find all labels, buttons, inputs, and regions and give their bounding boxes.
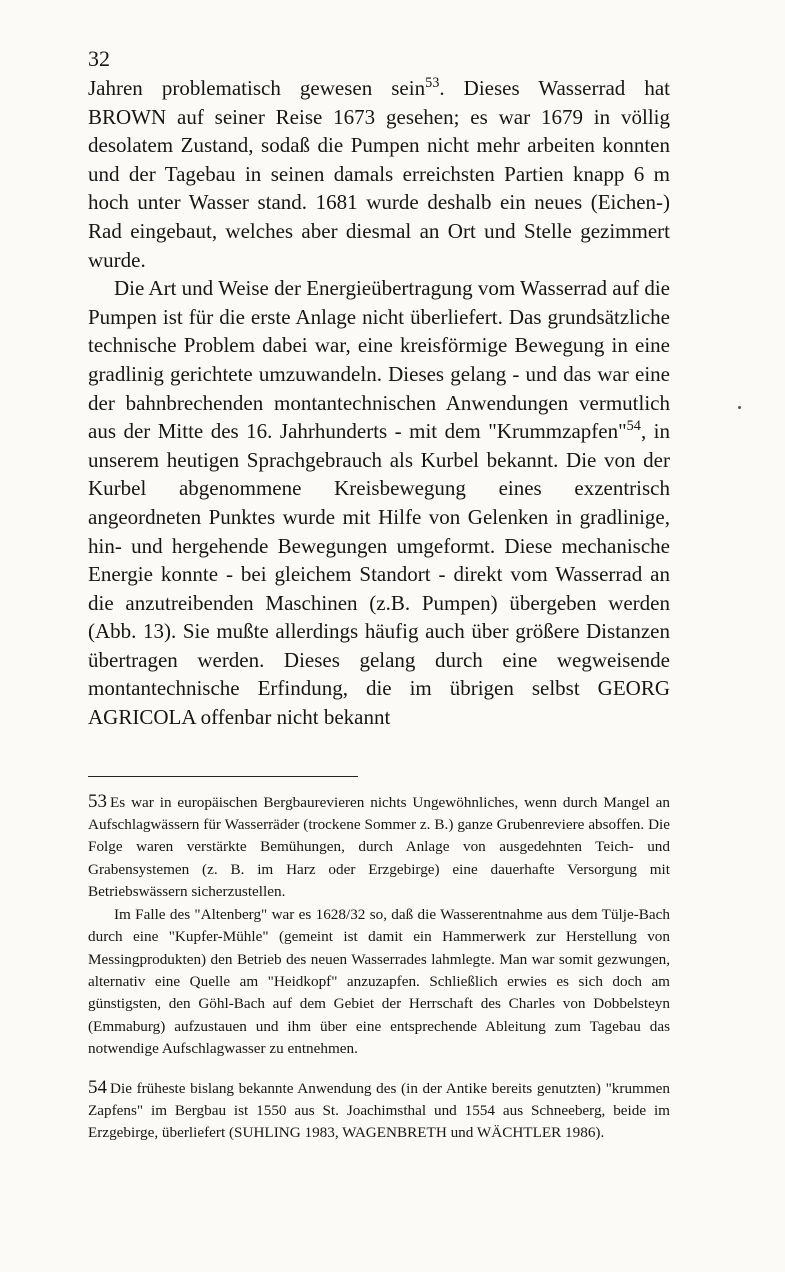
body-paragraph-1-text-b: . Dieses Wasserrad hat BROWN auf seiner Reise 1673 gesehen; es war 1679 in völlig desolatem Zustand, sodaß die Pumpen nicht mehr arbeiten konnten und der Tagebau in seinen damals erreichsten Partien knapp 6 m hoch unter Wasser stand. 1681 wurde deshalb ein neues (Eichen-) Rad eingebaut, welches aber diesmal an Ort und Stelle gezimmert wurde. [88,76,670,272]
body-paragraph-1-text-a: Jahren problematisch gewesen sein [88,76,426,100]
page-number: 32 [88,46,110,71]
footnote-53 [88,791,670,904]
footnote-ref-53: 53 [425,75,440,92]
body-paragraph-2-text-a: Die Art und Weise der Energieübertragung vom Wasserrad auf die Pumpen ist für die erste Anlage nicht überliefert. Das grundsätzliche technische Problem dabei war, eine kreisförmige Bewegung in eine gradlinig gerichtete umzuwandeln. Dieses gelang - und das war eine der bahnbrechenden montantechnischen Anwendungen vermutlich aus der Mitte des 16. Jahrhunderts - mit dem "Krummzapfen" [88,276,670,444]
footnote-divider [88,776,358,777]
footnote-ref-54: 54 [626,418,641,435]
body-paragraph-2-text-b: , in unserem heutigen Sprachgebrauch als Kurbel bekannt. Die von der Kurbel abgenommene Kreisbewegung eines exzentrisch angeordneten Punktes wurde mit Hilfe von Gelenken in gradlinige, hin- und hergehende Bewegungen umgeformt. Diese mechanische Energie konnte - bei gleichem Standort - direkt vom Wasserrad an die anzutreibenden Maschinen (z.B. Pumpen) übergeben werden (Abb. 13). Sie mußte allerdings häufig auch über größere Distanzen übertragen werden. Dieses gelang durch eine wegweisende montantechnische Erfindung, die im übrigen selbst GEORG AGRICOLA offenbar nicht bekannt [88,419,670,730]
footnote-53-mark: 53 [88,790,107,812]
footnote-54 [88,1077,670,1145]
book-page [88,46,670,1145]
footnote-53-text: Es war in europäischen Bergbaurevieren nichts Ungewöhnliches, wenn durch Mangel an Aufschlagwässern für Wasserräder (trockene Sommer z. B.) ganze Grubenreviere absoffen. Die Folge waren verstärkte Bemühungen, durch Anlage von ausgedehnten Teich- und Grabensystemen (z. B. im Harz oder Erzgebirge) eine dauerhafte Versorgung mit Betriebswässern sicherzustellen. [88,793,670,901]
body-paragraph-1 [88,74,670,274]
footnote-54-mark: 54 [88,1076,107,1098]
paper-speck [738,406,741,409]
footnote-54-text: Die früheste bislang bekannte Anwendung des (in der Antike bereits genutzten) "krummen Zapfens" im Bergbau ist 1550 aus St. Joachimsthal und 1554 aus Schneeberg, beide im Erzgebirge, überliefert (SUHLING 1983, WAGENBRETH und WÄCHTLER 1986). [88,1079,670,1142]
footnote-53-continuation: Im Falle des "Altenberg" war es 1628/32 so, daß die Wasserentnahme aus dem Tülje-Bach durch eine "Kupfer-Mühle" (gemeint ist damit ein Hammerwerk zur Herstellung von Messingprodukten) den Betrieb des neuen Wasserrades lahmlegte. Man war somit gezwungen, alternativ eine Quelle am "Heidkopf" anzuzapfen. Schließlich erwies es sich doch am günstigsten, den Göhl-Bach auf dem Gebiet der Herrschaft des Charles von Dobbelsteyn (Emmaburg) aufzustauen und ihm über eine entsprechende Ableitung zum Tagebau das notwendige Aufschlagwasser zu entnehmen. [88,905,670,1058]
body-paragraph-2 [88,274,670,732]
